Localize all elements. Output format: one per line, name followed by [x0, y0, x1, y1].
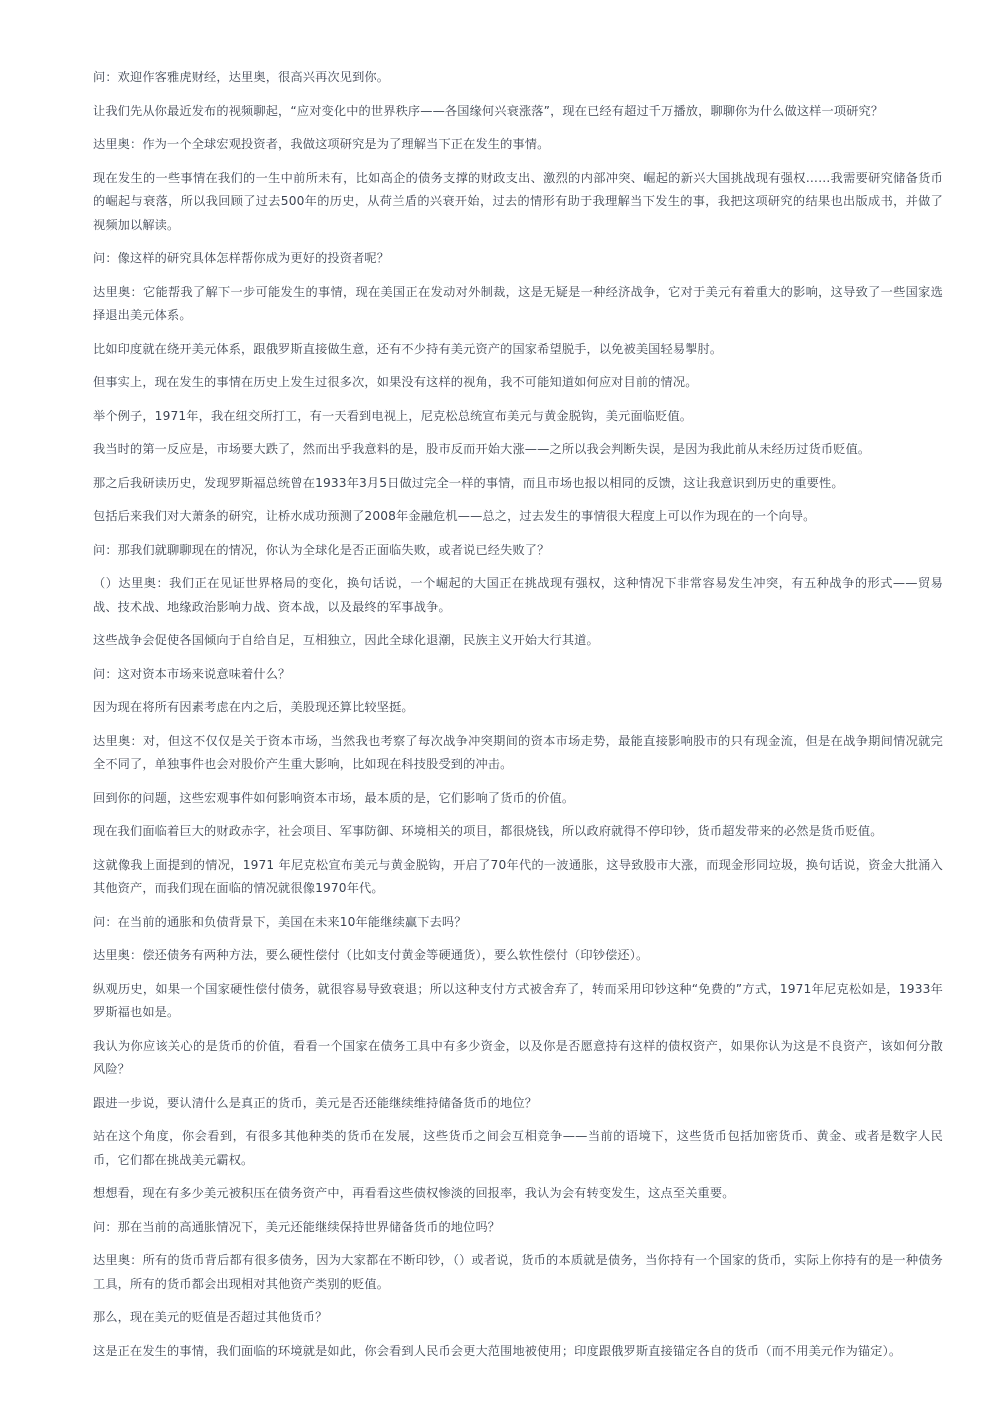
paragraph: 达里奥：它能帮我了解下一步可能发生的事情，现在美国正在发动对外制裁，这是无疑是一种经济战争，它对于美元有着重大的影响，这导致了一些国家选择退出美元体系。: [93, 284, 943, 322]
paragraph: 这是正在发生的事情，我们面临的环境就是如此，你会看到人民币会更大范围地被使用；印度跟俄罗斯直接锚定各自的货币（而不用美元作为锚定）。: [93, 1343, 902, 1358]
paragraph: 那么，现在美元的贬值是否超过其他货币？: [93, 1310, 328, 1324]
paragraph: 问：那我们就聊聊现在的情况，你认为全球化是否正面临失败，或者说已经失败了？: [93, 542, 550, 557]
paragraph: 这些战争会促使各国倾向于自给自足，互相独立，因此全球化退潮，民族主义开始大行其道。: [93, 633, 599, 647]
paragraph: 我当时的第一反应是，市场要大跌了，然而出乎我意料的是，股市反而开始大涨——之所以我会判断失误，是因为我此前从未经历过货币贬值。: [93, 442, 871, 456]
paragraph: 那之后我研读历史，发现罗斯福总统曾在1933年3月5日做过完全一样的事情，而且市场也报以相同的反馈，这让我意识到历史的重要性。: [93, 475, 844, 490]
paragraph: 纵观历史，如果一个国家硬性偿付债务，就很容易导致衰退；所以这种支付方式被舍弃了，转而采用印钞这种“免费的”方式，1971年尼克松如是，1933年罗斯福也如是。: [93, 981, 943, 1019]
paragraph: 达里奥：所有的货币背后都有很多债务，因为大家都在不断印钞，（）或者说，货币的本质就是债务，当你持有一个国家的货币，实际上你持有的是一种债务工具，所有的货币都会出现相对其他资产类别的贬值。: [93, 1253, 943, 1291]
paragraph: 问：像这样的研究具体怎样帮你成为更好的投资者呢？: [93, 251, 390, 265]
paragraph: 想想看，现在有多少美元被积压在债务资产中，再看看这些债权惨淡的回报率，我认为会有转变发生，这点至关重要。: [93, 1186, 735, 1200]
paragraph: 回到你的问题，这些宏观事件如何影响资本市场，最本质的是，它们影响了货币的价值。: [93, 790, 575, 805]
paragraph: 因为现在将所有因素考虑在内之后，美股现还算比较坚挺。: [93, 700, 414, 714]
article-body: [93, 66, 943, 1373]
paragraph: 但事实上，现在发生的事情在历史上发生过很多次，如果没有这样的视角，我不可能知道如何应对目前的情况。: [93, 375, 698, 389]
paragraph: 问：在当前的通胀和负债背景下，美国在未来10年能继续赢下去吗？: [93, 914, 467, 929]
paragraph: 这就像我上面提到的情况，1971 年尼克松宣布美元与黄金脱钩，开启了70年代的一波通胀，这导致股市大涨，而现金形同垃圾，换句话说，资金大批涌入其他资产，而我们现在面临的情况就很像1970年代。: [93, 857, 943, 895]
paragraph: 达里奥：对，但这不仅仅是关于资本市场，当然我也考察了每次战争冲突期间的资本市场走势，最能直接影响股市的只有现金流，但是在战争期间情况就完全不同了，单独事件也会对股价产生重大影响，比如现在科技股受到的冲击。: [93, 733, 943, 771]
paragraph: 达里奥：作为一个全球宏观投资者，我做这项研究是为了理解当下正在发生的事情。: [93, 137, 550, 151]
paragraph: 达里奥：偿还债务有两种方法，要么硬性偿付（比如支付黄金等硬通货），要么软性偿付（印钞偿还）。: [93, 948, 649, 962]
paragraph: 举个例子，1971年，我在纽交所打工，有一天看到电视上，尼克松总统宣布美元与黄金脱钩，美元面临贬值。: [93, 408, 693, 423]
paragraph: 我认为你应该关心的是货币的价值，看看一个国家在债务工具中有多少资金，以及你是否愿意持有这样的债权资产，如果你认为这是不良资产，该如何分散风险？: [93, 1038, 943, 1076]
paragraph: 问：欢迎作客雅虎财经，达里奥，很高兴再次见到你。: [93, 70, 390, 84]
paragraph: 跟进一步说，要认清什么是真正的货币，美元是否还能继续维持储备货币的地位？: [93, 1095, 538, 1110]
paragraph: 站在这个角度，你会看到，有很多其他种类的货币在发展，这些货币之间会互相竞争——当前的语境下，这些货币包括加密货币、黄金、或者是数字人民币，它们都在挑战美元霸权。: [93, 1129, 943, 1167]
paragraph: 现在发生的一些事情在我们的一生中前所未有，比如高企的债务支撑的财政支出、激烈的内部冲突、崛起的新兴大国挑战现有强权……我需要研究储备货币的崛起与衰落，所以我回顾了过去500年的历史，从荷兰盾的兴衰开始，过去的情形有助于我理解当下发生的事，我把这项研究的结果也出版成书，并做了视频加以解读。: [93, 170, 943, 232]
paragraph: （）达里奥：我们正在见证世界格局的变化，换句话说，一个崛起的大国正在挑战现有强权，这种情况下非常容易发生冲突，有五种战争的形式——贸易战、技术战、地缘政治影响力战、资本战，以及最终的军事战争。: [93, 576, 943, 614]
paragraph: 现在我们面临着巨大的财政赤字，社会项目、军事防御、环境相关的项目，都很烧钱，所以政府就得不停印钞，货币超发带来的必然是货币贬值。: [93, 824, 883, 838]
paragraph: 包括后来我们对大萧条的研究，让桥水成功预测了2008年金融危机——总之，过去发生的事情很大程度上可以作为现在的一个向导。: [93, 509, 816, 523]
paragraph: 问：那在当前的高通胀情况下，美元还能继续保持世界储备货币的地位吗？: [93, 1219, 501, 1234]
paragraph: 比如印度就在绕开美元体系，跟俄罗斯直接做生意，还有不少持有美元资产的国家希望脱手，以免被美国轻易掣肘。: [93, 341, 723, 356]
paragraph: 问：这对资本市场来说意味着什么？: [93, 666, 291, 681]
paragraph: 让我们先从你最近发布的视频聊起，“应对变化中的世界秩序——各国缘何兴衰涨落”，现在已经有超过千万播放，聊聊你为什么做这样一项研究？: [93, 103, 884, 118]
